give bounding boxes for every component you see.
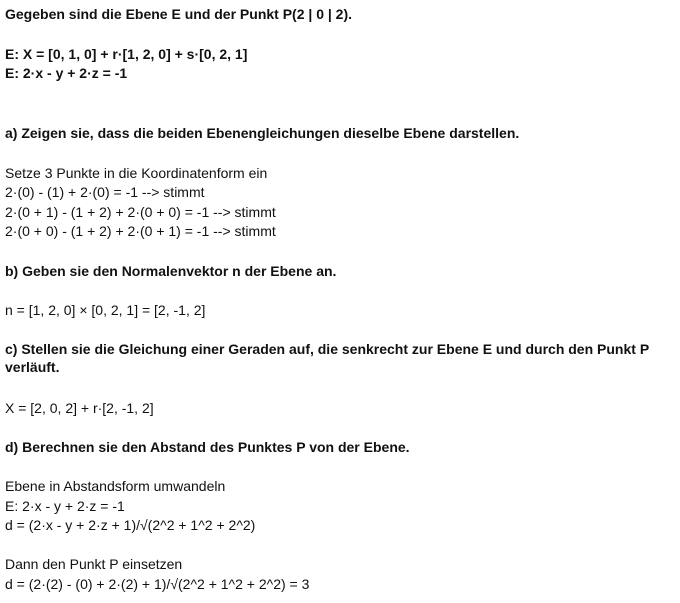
problem-statement: Gegeben sind die Ebene E und der Punkt P(2 | 0 | 2). (5, 6, 353, 22)
answer-d-intro: Ebene in Abstandsform umwandeln (5, 478, 226, 494)
answer-c: X = [2, 0, 2] + r·[2, -1, 2] (5, 400, 154, 416)
answer-d-result: d = (2·(2) - (0) + 2·(2) + 1)/√(2^2 + 1^2 + 2^2) = 3 (5, 576, 310, 592)
answer-a-intro: Setze 3 Punkte in die Koordinatenform ein (5, 165, 268, 181)
question-a: a) Zeigen sie, dass die beiden Ebenengleichungen dieselbe Ebene darstellen. (5, 125, 520, 141)
answer-a-check-3: 2·(0 + 0) - (1 + 2) + 2·(0 + 1) = -1 --> stimmt (5, 223, 276, 239)
answer-d-formula: d = (2·x - y + 2·z + 1)/√(2^2 + 1^2 + 2^2) (5, 517, 256, 533)
question-c: c) Stellen sie die Gleichung einer Geraden auf, die senkrecht zur Ebene E und durch den Punkt P verläuft. (5, 341, 649, 375)
question-b: b) Geben sie den Normalenvektor n der Ebene an. (5, 263, 337, 279)
plane-coordinate-form: E: 2·x - y + 2·z = -1 (5, 65, 128, 81)
answer-b: n = [1, 2, 0] × [0, 2, 1] = [2, -1, 2] (5, 302, 206, 318)
plane-parametric-form: E: X = [0, 1, 0] + r·[1, 2, 0] + s·[0, 2, 1] (5, 46, 248, 62)
answer-a-check-1: 2·(0) - (1) + 2·(0) = -1 --> stimmt (5, 184, 205, 200)
question-d: d) Berechnen sie den Abstand des Punktes P von der Ebene. (5, 439, 410, 455)
answer-d-plane: E: 2·x - y + 2·z = -1 (5, 498, 125, 514)
answer-a-check-2: 2·(0 + 1) - (1 + 2) + 2·(0 + 0) = -1 --> stimmt (5, 204, 276, 220)
answer-d-substitute-intro: Dann den Punkt P einsetzen (5, 556, 183, 572)
